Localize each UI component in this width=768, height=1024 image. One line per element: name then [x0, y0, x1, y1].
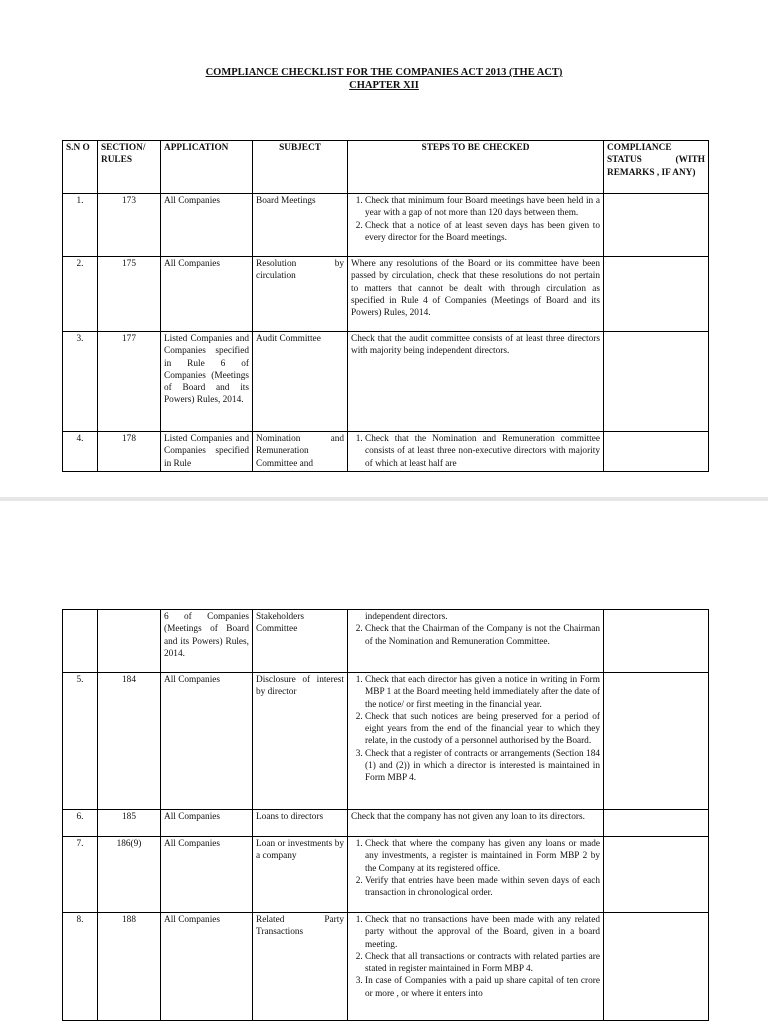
- row-subject: Board Meetings: [253, 194, 348, 257]
- header-application: APPLICATION: [161, 141, 253, 194]
- step-item: 3. Check that a register of contracts or arrangements (Section 184 (1) and (2)) in which a director is interested is maintained in Form MBP 4.: [365, 748, 600, 785]
- step-item: 2. Verify that entries have been made within seven days of each transaction in chronological order.: [365, 875, 600, 900]
- row-status[interactable]: [604, 673, 709, 810]
- header-status: COMPLIANCE STATUS (WITH REMARKS , IF ANY): [604, 141, 709, 194]
- step-item: 1. Check that where the company has given any loans or made any investments, a register is maintained in Form MBP 2 by the Company at its registered office.: [365, 838, 600, 875]
- row-sno: 7.: [63, 837, 98, 913]
- row-steps: [348, 610, 604, 673]
- header-subject: SUBJECT: [253, 141, 348, 194]
- chapter-title: CHAPTER XII: [349, 80, 419, 91]
- row-status[interactable]: [604, 610, 709, 673]
- row-application: All Companies: [161, 673, 253, 810]
- step-item: 1. Check that no transactions have been made with any related party without the approval of the Board, given in a board meeting.: [365, 914, 600, 951]
- row-section: 175: [98, 257, 161, 332]
- row-steps: Check that the audit committee consists of at least three directors with majority being independent directors.: [348, 332, 604, 432]
- row-steps: Check that the company has not given any loan to its directors.: [348, 810, 604, 837]
- row-application: All Companies: [161, 810, 253, 837]
- step-item: 3. In case of Companies with a paid up share capital of ten crore or more , or where it enters into: [365, 975, 600, 1000]
- row-application: Listed Companies and Companies specified in Rule: [161, 432, 253, 472]
- row-steps: [348, 913, 604, 1021]
- row-sno: 3.: [63, 332, 98, 432]
- row-subject: Loan or investments by a company: [253, 837, 348, 913]
- checklist-table-page-2: [62, 609, 709, 1021]
- table-row: [63, 913, 709, 1021]
- step-continuation: independent directors.: [365, 612, 448, 622]
- table-row: [63, 257, 709, 332]
- row-subject: Loans to directors: [253, 810, 348, 837]
- table-row: [63, 837, 709, 913]
- row-application: Listed Companies and Companies specified in Rule 6 of Companies (Meetings of Board and its Powers) Rules, 2014.: [161, 332, 253, 432]
- row-status[interactable]: [604, 432, 709, 472]
- row-sno: 2.: [63, 257, 98, 332]
- header-section: SECTION/ RULES: [98, 141, 161, 194]
- document-page-1: [0, 0, 768, 497]
- row-status[interactable]: [604, 810, 709, 837]
- row-application: All Companies: [161, 257, 253, 332]
- row-section: 178: [98, 432, 161, 472]
- row-application: All Companies: [161, 913, 253, 1021]
- row-steps: [348, 673, 604, 810]
- row-steps: Where any resolutions of the Board or its committee have been passed by circulation, check that these resolutions do not pertain to matters that cannot be dealt with through circulation as specified in Rule 4 of Companies (Meetings of Board and its Powers) Rules, 2014.: [348, 257, 604, 332]
- header-steps: STEPS TO BE CHECKED: [348, 141, 604, 194]
- document-title: COMPLIANCE CHECKLIST FOR THE COMPANIES ACT 2013 (THE ACT): [205, 67, 563, 78]
- title-block: [0, 66, 768, 92]
- row-sno: 6.: [63, 810, 98, 837]
- checklist-table-page-1: [62, 140, 709, 472]
- row-sno: 4.: [63, 432, 98, 472]
- row-subject: Disclosure of interest by director: [253, 673, 348, 810]
- row-sno: 8.: [63, 913, 98, 1021]
- step-item: 2. Check that all transactions or contracts with related parties are stated in register maintained in Form MBP 4.: [365, 951, 600, 976]
- step-item: 2. Check that the Chairman of the Company is not the Chairman of the Nomination and Remuneration Committee.: [365, 623, 600, 648]
- document-page-2: [0, 501, 768, 1024]
- row-section: 186(9): [98, 837, 161, 913]
- header-sno: S.N O: [63, 141, 98, 194]
- row-steps: [348, 194, 604, 257]
- row-section: 188: [98, 913, 161, 1021]
- table-row: [63, 810, 709, 837]
- row-sno: [63, 610, 98, 673]
- row-sno: 1.: [63, 194, 98, 257]
- table-row: [63, 673, 709, 810]
- row-section: 185: [98, 810, 161, 837]
- row-application: All Companies: [161, 194, 253, 257]
- step-item: 1. Check that the Nomination and Remuneration committee consists of at least three non-executive directors with majority of which at least half are: [365, 433, 600, 470]
- row-sno: 5.: [63, 673, 98, 810]
- row-status[interactable]: [604, 837, 709, 913]
- step-item: 1. Check that minimum four Board meetings have been held in a year with a gap of not more than 120 days between them.: [365, 195, 600, 220]
- row-status[interactable]: [604, 913, 709, 1021]
- row-status[interactable]: [604, 194, 709, 257]
- table-row: [63, 432, 709, 472]
- row-steps: [348, 837, 604, 913]
- row-section: 173: [98, 194, 161, 257]
- row-application: All Companies: [161, 837, 253, 913]
- row-subject: Related Party Transactions: [253, 913, 348, 1021]
- row-subject: Stakeholders Committee: [253, 610, 348, 673]
- table-row: [63, 194, 709, 257]
- row-subject: Resolution by circulation: [253, 257, 348, 332]
- row-subject: Nomination and Remuneration Committee and: [253, 432, 348, 472]
- row-application: 6 of Companies (Meetings of Board and its Powers) Rules, 2014.: [161, 610, 253, 673]
- row-section: [98, 610, 161, 673]
- row-section: 184: [98, 673, 161, 810]
- step-item: 2. Check that such notices are being preserved for a period of eight years from the end of the financial year to which they relate, in the custody of a personnel authorised by the Board.: [365, 711, 600, 748]
- step-item: 1. Check that each director has given a notice in writing in Form MBP 1 at the Board meeting held immediately after the date of the notice/ or first meeting in the financial year.: [365, 674, 600, 711]
- step-item: 2. Check that a notice of at least seven days has been given to every director for the Board meetings.: [365, 220, 600, 245]
- row-status[interactable]: [604, 332, 709, 432]
- table-header-row: [63, 141, 709, 194]
- table-row: [63, 610, 709, 673]
- row-subject: Audit Committee: [253, 332, 348, 432]
- row-section: 177: [98, 332, 161, 432]
- row-steps: [348, 432, 604, 472]
- table-row: [63, 332, 709, 432]
- row-status[interactable]: [604, 257, 709, 332]
